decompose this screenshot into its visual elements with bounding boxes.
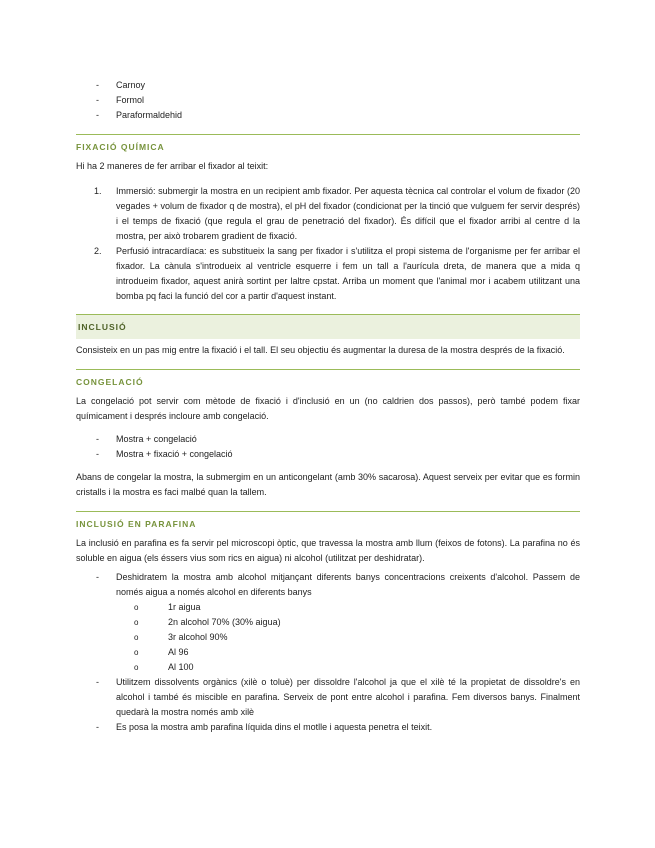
list-item bbox=[76, 184, 580, 244]
parafina-steps-list bbox=[76, 570, 580, 735]
fixacio-intro: Hi ha 2 maneres de fer arribar el fixador al teixit: bbox=[76, 161, 269, 171]
alcohol-baths-list bbox=[116, 600, 580, 675]
list-item: - Paraformaldehid bbox=[76, 108, 580, 123]
heading-inclusio-parafina: INCLUSIÓ EN PARAFINA bbox=[76, 511, 580, 532]
list-item: - Mostra + fixació + congelació bbox=[76, 447, 580, 462]
heading-inclusio: INCLUSIÓ bbox=[76, 314, 580, 339]
congelacio-intro: La congelació pot servir com mètode de fixació i d'inclusió en un (no caldrien dos passos), però també podem fixar químicament i després incloure amb congelació. bbox=[76, 396, 580, 421]
inclusio-text: Consisteix en un pas mig entre la fixació i el tall. El seu objectiu és augmentar la duresa de la mostra després de la fixació. bbox=[76, 345, 565, 355]
item-text: Immersió: submergir la mostra en un recipient amb fixador. Per aquesta tècnica cal controlar el volum de fixador (20 vegades + volum de fixador q de mostra), el pH del fixador (condicionat per la tinció que vulguem fer servir després) i el temps de fixació (que regula el grau de penetració del fixador). És difícil que el fixador arribi al centre d la mostra, per això trobarem gradient de fixació. bbox=[116, 186, 580, 241]
sub-list-item: o 3r alcohol 90% bbox=[116, 630, 580, 645]
list-item: - Formol bbox=[76, 93, 580, 108]
list-item: - Carnoy bbox=[76, 78, 580, 93]
list-item: - Es posa la mostra amb parafina líquida dins el motlle i aquesta penetra el teixit. bbox=[76, 720, 580, 735]
sub-list-item: o Al 96 bbox=[116, 645, 580, 660]
item-number: 1. bbox=[94, 186, 102, 196]
heading-fixacio-quimica: FIXACIÓ QUÍMICA bbox=[76, 134, 580, 155]
sub-list-item: o 2n alcohol 70% (30% aigua) bbox=[116, 615, 580, 630]
document-page bbox=[76, 78, 580, 735]
sub-list-item: o Al 100 bbox=[116, 660, 580, 675]
congelacio-outro: Abans de congelar la mostra, la submergim en un anticongelant (amb 30% sacarosa). Aquest serveix per evitar que es formin cristalls i la mostra es faci malbé quan la tallem. bbox=[76, 472, 580, 497]
list-item bbox=[76, 244, 580, 304]
list-item: - Utilitzem dissolvents orgànics (xilè o toluè) per dissoldre l'alcohol ja que el xilè té la propietat de dissoldre's en alcohol i també és miscible en parafina. Serveix de pont entre alcohol i parafina. Fem diversos banys. Finalment quedarà la mostra només amb xilè bbox=[76, 675, 580, 720]
list-item: - Mostra + congelació bbox=[76, 432, 580, 447]
item-text: Deshidratem la mostra amb alcohol mitjançant diferents banys concentracions creixents d'alcohol. Passem de només aigua a només alcohol en diferents banys bbox=[116, 572, 580, 597]
sub-list-item: o 1r aigua bbox=[116, 600, 580, 615]
congelacio-list bbox=[76, 432, 580, 462]
fixative-list bbox=[76, 78, 580, 123]
list-item bbox=[76, 570, 580, 675]
heading-congelacio: CONGELACIÓ bbox=[76, 369, 580, 390]
parafina-intro: La inclusió en parafina es fa servir pel microscopi òptic, que travessa la mostra amb llum (feixos de fotons). La parafina no és soluble en aigua (els éssers vius som rics en aigua) ni alcohol (utilitzat per deshidratar). bbox=[76, 538, 580, 563]
item-number: 2. bbox=[94, 246, 102, 256]
fixacio-methods-list bbox=[76, 184, 580, 304]
item-text: Perfusió intracardíaca: es substitueix la sang per fixador i s'utilitza el propi sistema de l'organisme per fer arribar el fixador. La cànula s'introdueix al ventricle esquerre i fem un tall a l'aurícula dreta, de manera que a mida q introdueim fixador, aquest anirà sortint per laltre cpstat. Arriba un moment que l'animal mor i acabem utilitzant una bomba pq faci la funció del cor a partir d'aquest instant. bbox=[116, 246, 580, 301]
